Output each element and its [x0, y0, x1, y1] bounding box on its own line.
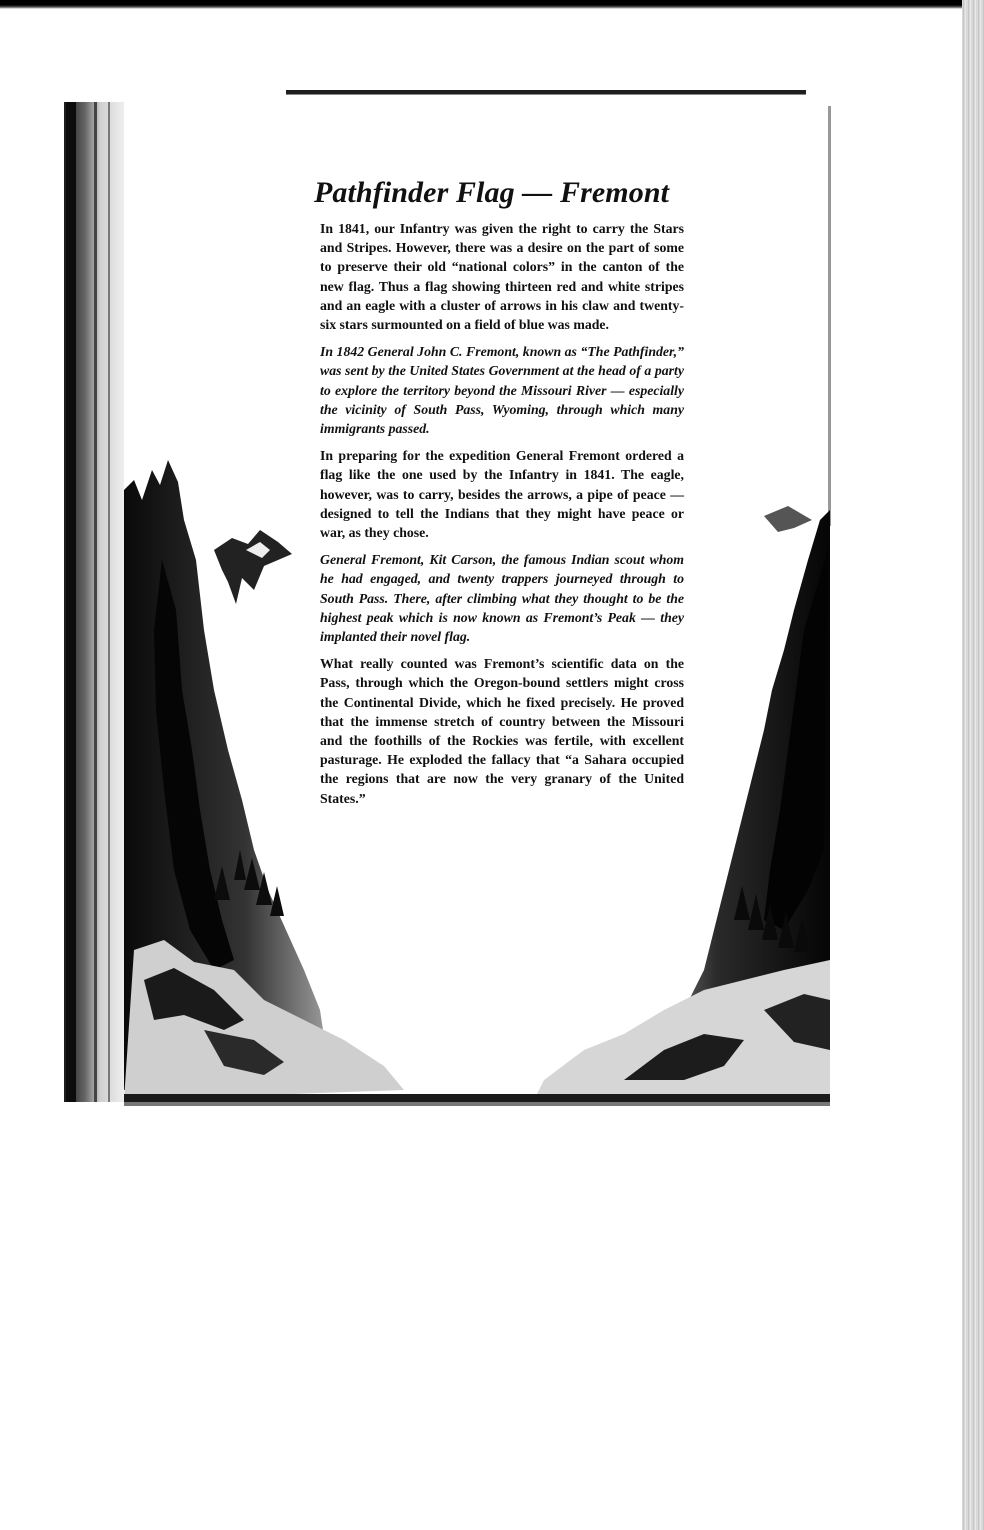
paragraph-1: In 1841, our Infantry was given the right to carry the Stars and Stripes. However, there was a desire on the part of some to preserve their old “national colors” in the canton of the new flag. Thus a flag showing thirteen red and white stripes and an eagle with a cluster of arrows in his claw and twenty-six stars surmounted on a field of blue was made. [320, 221, 684, 333]
paragraph-2: In 1842 General John C. Fremont, known as “The Pathfinder,” was sent by the United States Government at the head of a party to explore the territory beyond the Missouri River — especially the vicinity of South Pass, Wyoming, through which many immigrants passed. [320, 344, 684, 437]
paragraph-3: In preparing for the expedition General Fremont ordered a flag like the one used by the Infantry in 1841. The eagle, however, was to carry, besides the arrows, a pipe of peace — designed to tell the Indians that they might have peace or war, as they chose. [320, 448, 684, 541]
scan-top-edge [0, 0, 984, 9]
paragraph-5: What really counted was Fremont’s scientific data on the Pass, through which the Oregon-bound settlers might cross the Continental Divide, which he fixed precisely. He proved that the immense stretch of country between the Missouri and the foothills of the Rockies was fertile, with excellent pasturage. He exploded the fallacy that “a Sahara occupied the regions that are now the very granary of the United States.” [320, 656, 684, 806]
article [314, 175, 684, 816]
page-title: Pathfinder Flag — Fremont [314, 176, 670, 209]
paragraph-4: General Fremont, Kit Carson, the famous Indian scout whom he had engaged, and twenty trappers journeyed through to South Pass. There, after climbing what they thought to be the highest peak which is now known as Fremont’s Peak — they implanted their novel flag. [320, 552, 684, 645]
scan-right-edge [962, 0, 984, 1530]
